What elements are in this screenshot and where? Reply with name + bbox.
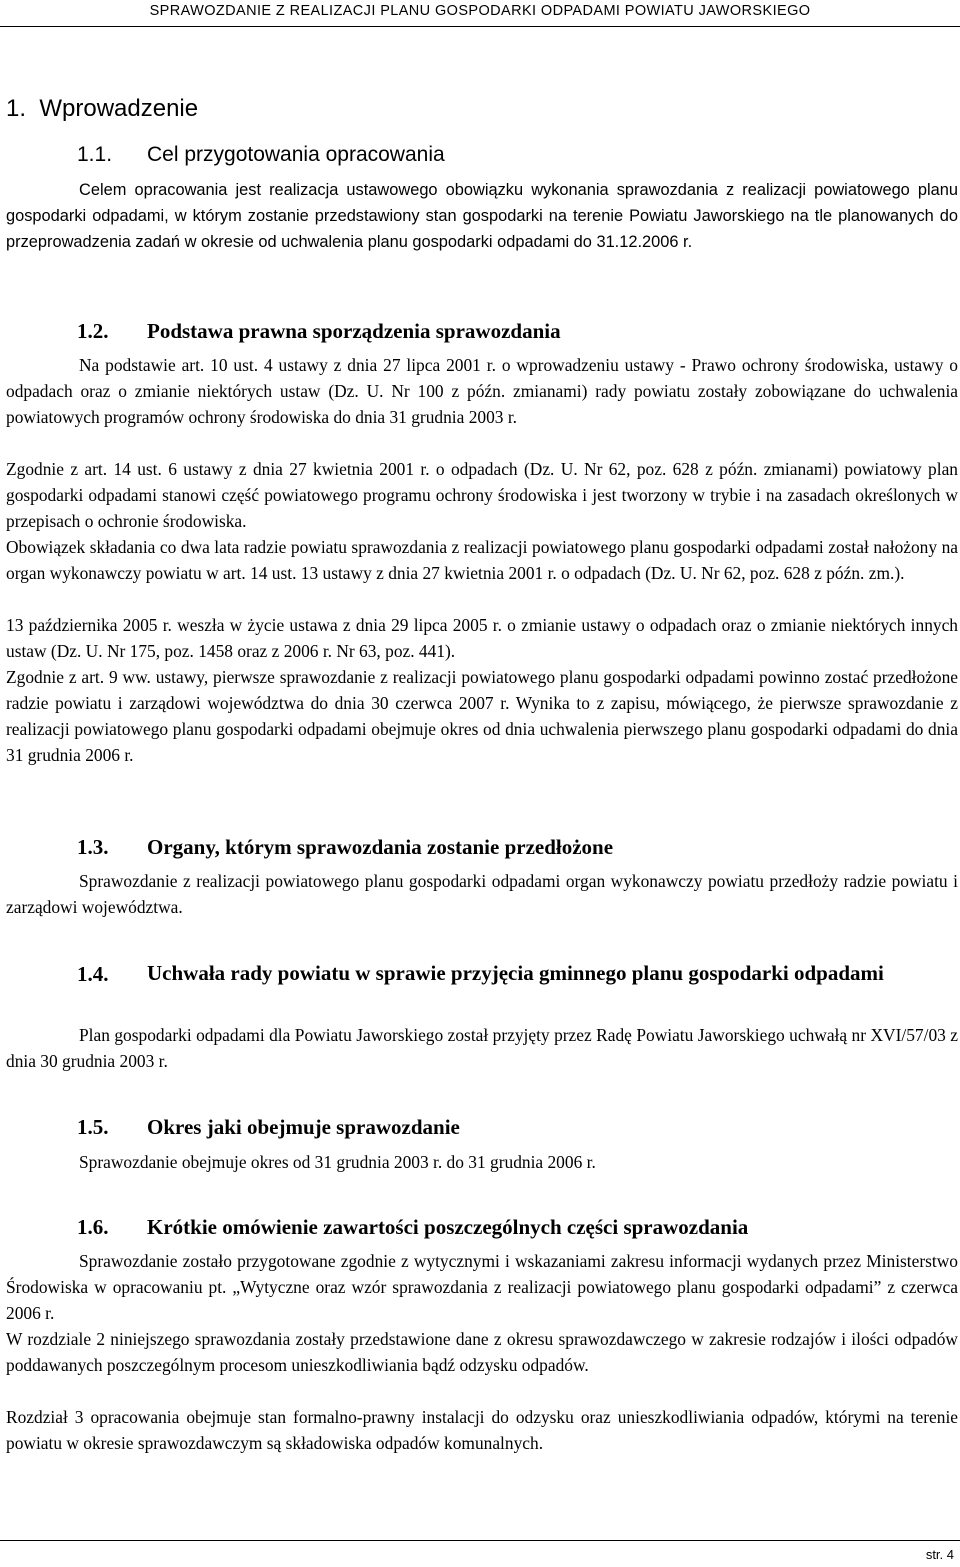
section-1-5-number: 1.5. — [77, 1115, 109, 1139]
paragraph-1-2-e: Zgodnie z art. 9 ww. ustawy, pierwsze sprawozdanie z realizacji powiatowego planu gospodarki odpadami powinno zostać przedłożone radzie powiatu i zarządowi województwa do dnia 30 czerwca 2007 r. Wynika to z zapisu, mówiącego, że pierwsze sprawozdanie z realizacji powiatowego planu gospodarki odpadami obejmuje okres od dnia uchwalenia pierwszego planu gospodarki odpadami do dnia 31 grudnia 2006 r. — [6, 667, 958, 765]
paragraph-1-6-b: W rozdziale 2 niniejszego sprawozdania zostały przedstawione dane z okresu sprawozdawczego w zakresie rodzajów i ilości odpadów poddawanych poszczególnym procesom unieszkodliwiania bądź odzysku odpadów. — [6, 1329, 958, 1375]
paragraph-1-6-c: Rozdział 3 opracowania obejmuje stan formalno-prawny instalacji do odzysku oraz unieszkodliwiania odpadów, którymi na terenie powiatu w okresie sprawozdawczym są składowiska odpadów komunalnych. — [6, 1407, 958, 1453]
paragraph-1-6-a: Sprawozdanie zostało przygotowane zgodnie z wytycznymi i wskazaniami zakresu informacji wydanych przez Ministerstwo Środowiska w opracowaniu pt. „Wytyczne oraz wzór sprawozdania z realizacji powiatowego planu gospodarki odpadami” z czerwca 2006 r. — [6, 1251, 958, 1323]
section-1-1-title: Cel przygotowania opracowania — [147, 143, 445, 166]
paragraph-1-2-a: Na podstawie art. 10 ust. 4 ustawy z dnia 27 lipca 2001 r. o wprowadzeniu ustawy - Prawo ochrony środowiska, ustawy o odpadach oraz o zmianie niektórych ustaw (Dz. U. Nr 100 z późn. zmianami) rady powiatu zostały zobowiązane do uchwalenia powiatowych programów ochrony środowiska do dnia 31 grudnia 2003 r. — [6, 355, 958, 427]
section-1-4-title: Uchwała rady powiatu w sprawie przyjęcia gminnego planu gospodarki odpadami — [147, 961, 884, 985]
chapter-title: 1. Wprowadzenie — [6, 95, 199, 122]
section-1-6-title: Krótkie omówienie zawartości poszczególnych części sprawozdania — [147, 1215, 749, 1239]
section-1-4-number: 1.4. — [77, 962, 109, 986]
paragraph-1-4: Plan gospodarki odpadami dla Powiatu Jaworskiego został przyjęty przez Radę Powiatu Jaworskiego uchwałą nr XVI/57/03 z dnia 30 grudnia 2003 r. — [6, 1025, 958, 1071]
running-header: SPRAWOZDANIE Z REALIZACJI PLANU GOSPODARKI ODPADAMI POWIATU JAWORSKIEGO — [149, 3, 811, 19]
paragraph-1-2-d: 13 października 2005 r. weszła w życie ustawa z dnia 29 lipca 2005 r. o zmianie ustawy o odpadach oraz o zmianie niektórych innych ustaw (Dz. U. Nr 175, poz. 1458 oraz z 2006 r. Nr 63, poz. 441). — [6, 615, 958, 661]
paragraph-1-2-c: Obowiązek składania co dwa lata radzie powiatu sprawozdania z realizacji powiatowego planu gospodarki odpadami został nałożony na organ wykonawczy powiatu w art. 14 ust. 13 ustawy z dnia 27 kwietnia 2001 r. o odpadach (Dz. U. Nr 62, poz. 628 z późn. zm.). — [6, 537, 958, 583]
paragraph-1-3: Sprawozdanie z realizacji powiatowego planu gospodarki odpadami organ wykonawczy powiatu przedłoży radzie powiatu i zarządowi województwa. — [6, 871, 958, 917]
footer-divider — [0, 1540, 960, 1541]
section-1-2-number: 1.2. — [77, 319, 109, 343]
section-1-2-title: Podstawa prawna sporządzenia sprawozdania — [147, 319, 561, 343]
section-1-3-title: Organy, którym sprawozdania zostanie przedłożone — [147, 835, 614, 859]
paragraph-1-5: Sprawozdanie obejmuje okres od 31 grudnia 2003 r. do 31 grudnia 2006 r. — [79, 1152, 596, 1172]
section-1-5-title: Okres jaki obejmuje sprawozdanie — [147, 1115, 460, 1139]
header-divider — [0, 26, 960, 27]
section-1-3-number: 1.3. — [77, 835, 109, 859]
section-1-6-number: 1.6. — [77, 1215, 109, 1239]
paragraph-1-2-b: Zgodnie z art. 14 ust. 6 ustawy z dnia 27 kwietnia 2001 r. o odpadach (Dz. U. Nr 62, poz. 628 z późn. zmianami) powiatowy plan gospodarki odpadami stanowi część powiatowego programu ochrony środowiska i jest tworzony w trybie i na zasadach określonych w przepisach o ochronie środowiska. — [6, 459, 958, 531]
paragraph-1-1: Celem opracowania jest realizacja ustawowego obowiązku wykonania sprawozdania z realizacji powiatowego planu gospodarki odpadami, w którym zostanie przedstawiony stan gospodarki na terenie Powiatu Jaworskiego na tle planowanych do przeprowadzenia zadań w okresie od uchwalenia planu gospodarki odpadami do 31.12.2006 r. — [6, 181, 958, 251]
page-number: str. 4 — [925, 1547, 954, 1562]
section-1-1-number: 1.1. — [77, 143, 113, 166]
